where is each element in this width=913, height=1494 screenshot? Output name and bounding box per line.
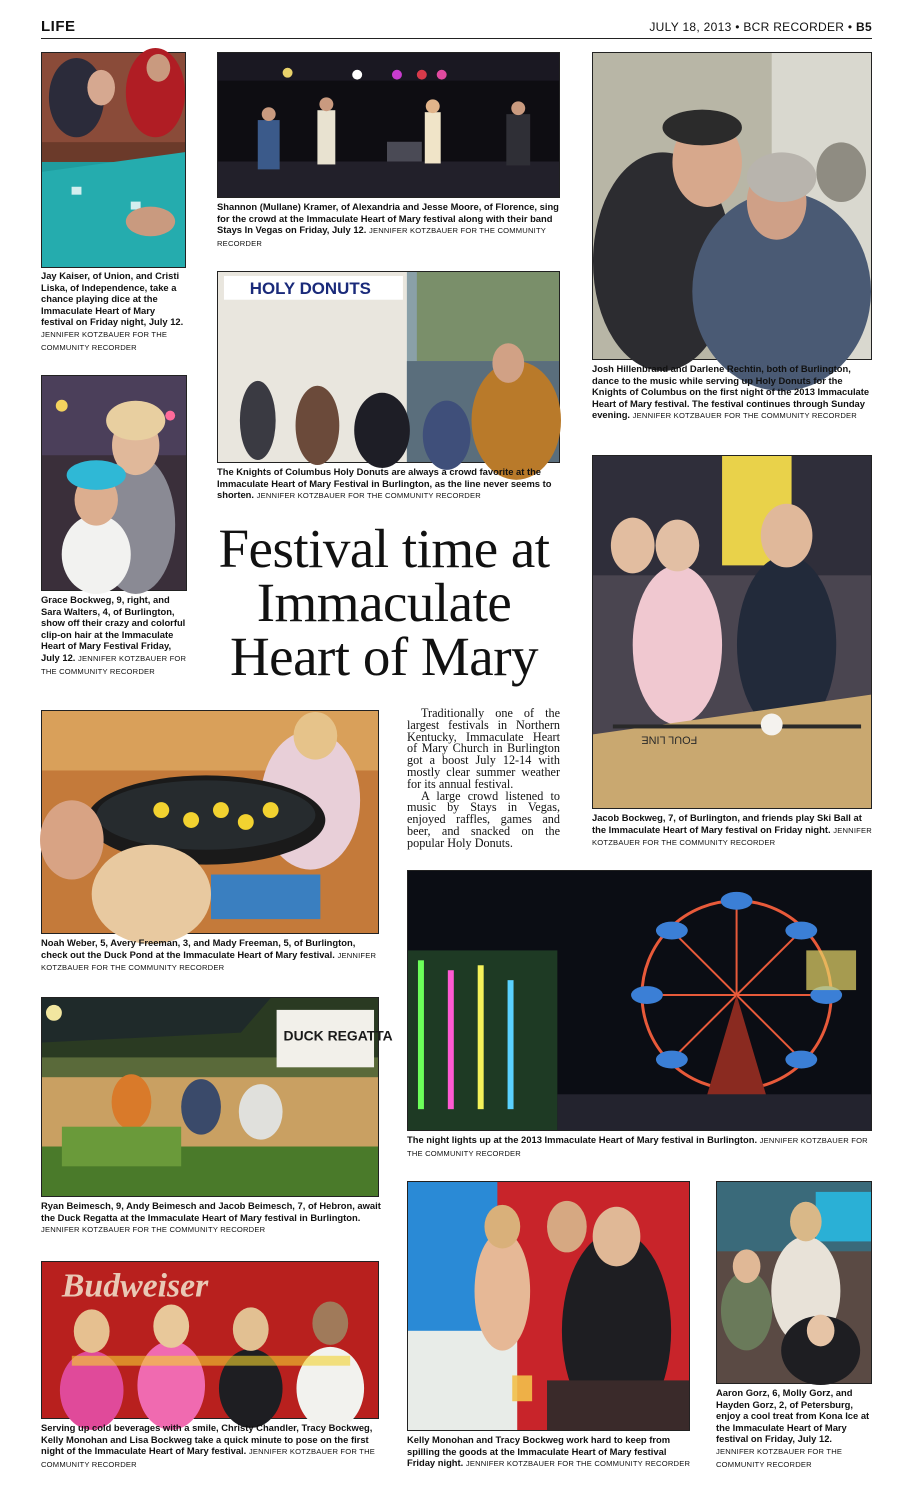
caption-text: Shannon (Mullane) Kramer, of Alexandria and Jesse Moore, of Florence, sing for the crowd at the Immaculate Heart of Mary festival along with their band Stays In Vegas on Friday, July 12. bbox=[217, 201, 559, 236]
photo-credit: JENNIFER KOTZBAUER FOR THE COMMUNITY RECORDER bbox=[41, 653, 187, 676]
budweiser-banner: Budweiser bbox=[61, 1267, 209, 1305]
photo-duck-regatta bbox=[41, 997, 393, 1197]
photo-credit: JENNIFER KOTZBAUER FOR THE COMMUNITY RECORDER bbox=[41, 1447, 376, 1469]
caption-text: Kelly Monohan and Tracy Bockweg work hard to keep from spilling the goods at the Immaculate Heart of Mary festival Friday night. bbox=[407, 1434, 671, 1469]
photo-ferris-wheel bbox=[407, 870, 872, 1131]
photo-credit: JENNIFER KOTZBAUER FOR THE COMMUNITY RECORDER bbox=[465, 1459, 691, 1469]
caption-text: The Knights of Columbus Holy Donuts are always a crowd favorite at the Immaculate Heart of Mary Festival in Burlington, as the line never seems to shorten. bbox=[217, 466, 552, 501]
caption-text: Jay Kaiser, of Union, and Cristi Liska, of Independence, take a chance playing dice at the Immaculate Heart of Mary festival on Friday night, July 12. bbox=[41, 270, 184, 328]
page-number: B5 bbox=[856, 20, 872, 34]
photo-holy-donuts bbox=[217, 271, 560, 463]
article-paragraph: A large crowd listened to music by Stays in Vegas, enjoyed raffles, games and beer, and snacked on the popular Holy Donuts. bbox=[407, 788, 560, 850]
foul-line-text: FOUL LINE bbox=[641, 733, 698, 746]
caption-regatta bbox=[41, 1200, 381, 1236]
caption-beverages bbox=[41, 1422, 381, 1470]
holy-donuts-sign: HOLY DONUTS bbox=[249, 278, 371, 298]
photo-dice-game bbox=[41, 52, 186, 268]
photo-band-stage bbox=[217, 52, 560, 198]
caption-donuts bbox=[217, 466, 562, 502]
caption-girls bbox=[41, 594, 187, 677]
photo-spilling-goods bbox=[407, 1181, 690, 1431]
caption-text: Ryan Beimesch, 9, Andy Beimesch and Jacob Beimesch, 7, of Hebron, await the Duck Regatta at the Immaculate Heart of Mary festival in Burlington. bbox=[41, 1200, 381, 1223]
photo-clip-on-hair bbox=[41, 375, 187, 591]
caption-skiball bbox=[592, 812, 872, 849]
caption-text: The night lights up at the 2013 Immaculate Heart of Mary festival in Burlington. bbox=[407, 1134, 758, 1145]
photo-credit: JENNIFER KOTZBAUER FOR THE COMMUNITY RECORDER bbox=[407, 1136, 868, 1158]
photo-credit: JENNIFER KOTZBAUER FOR THE COMMUNITY RECORDER bbox=[41, 329, 168, 352]
caption-text: Grace Bockweg, 9, right, and Sara Walters, 4, of Burlington, show off their crazy and colorful clip-on hair at the Immaculate Heart of Mary Festival Friday, July 12. bbox=[41, 594, 186, 663]
photo-credit: JENNIFER KOTZBAUER FOR THE COMMUNITY RECORDER bbox=[41, 950, 377, 973]
caption-text: Noah Weber, 5, Avery Freeman, 3, and Mady Freeman, 5, of Burlington, check out the Duck Pond at the Immaculate Heart of Mary festival. bbox=[41, 937, 356, 960]
caption-kona bbox=[716, 1387, 873, 1470]
headline: Festival time at Immaculate Heart of Mary bbox=[218, 518, 550, 687]
photo-credit: JENNIFER KOTZBAUER FOR THE COMMUNITY RECORDER bbox=[256, 491, 481, 501]
caption-text: Jacob Bockweg, 7, of Burlington, and friends play Ski Ball at the Immaculate Heart of Mary festival on Friday night. bbox=[592, 812, 862, 835]
caption-duckpond bbox=[41, 937, 381, 974]
photo-credit: JENNIFER KOTZBAUER FOR THE COMMUNITY RECORDER bbox=[41, 1225, 266, 1235]
photo-duck-pond bbox=[41, 710, 379, 934]
caption-band bbox=[217, 201, 562, 249]
photo-credit: JENNIFER KOTZBAUER FOR THE COMMUNITY RECORDER bbox=[592, 825, 872, 848]
caption-text: Serving up cold beverages with a smile, Christy Chandler, Tracy Bockweg, Kelly Monohan and Lisa Bockweg take a quick minute to pose on the first night of the Immaculate Heart of Mary festival. bbox=[41, 1422, 373, 1457]
caption-hug bbox=[592, 363, 872, 422]
photo-credit: JENNIFER KOTZBAUER FOR THE COMMUNITY RECORDER bbox=[632, 411, 857, 421]
photo-hug-dance bbox=[592, 52, 872, 360]
caption-text: Josh Hillenbrand and Darlene Rechtin, both of Burlington, dance to the music while serving up Holy Donuts for the Knights of Columbus on the first night of the 2013 Immaculate Heart of Mary festival. The festival continues through Sunday evening. bbox=[592, 363, 870, 421]
photo-credit: JENNIFER KOTZBAUER FOR THE COMMUNITY RECORDER bbox=[716, 1446, 843, 1469]
caption-ferris bbox=[407, 1134, 873, 1159]
photo-ski-ball bbox=[592, 455, 872, 809]
photo-beverage-servers bbox=[41, 1261, 379, 1419]
caption-dice bbox=[41, 270, 187, 353]
photo-kona-ice bbox=[716, 1181, 872, 1384]
duck-regatta-sign: DUCK REGATTA bbox=[283, 1027, 393, 1044]
article-paragraph: Traditionally one of the largest festivals in Northern Kentucky, Immaculate Heart of Mary Church in Burlington got a boost July 12-14 with mostly clear summer weather for its annual festival. bbox=[407, 706, 560, 791]
caption-spilling bbox=[407, 1434, 692, 1470]
header-rule bbox=[41, 38, 872, 39]
article-body bbox=[407, 708, 560, 850]
section-label: LIFE bbox=[41, 18, 76, 35]
caption-text: Aaron Gorz, 6, Molly Gorz, and Hayden Gorz, 2, of Petersburg, enjoy a cool treat from Kona Ice at the Immaculate Heart of Mary festival on Friday, July 12. bbox=[716, 1387, 870, 1445]
page-header-info bbox=[649, 20, 872, 34]
date-outlet: JULY 18, 2013 • BCR RECORDER • bbox=[649, 20, 853, 34]
photo-credit: JENNIFER KOTZBAUER FOR THE COMMUNITY RECORDER bbox=[217, 226, 546, 248]
